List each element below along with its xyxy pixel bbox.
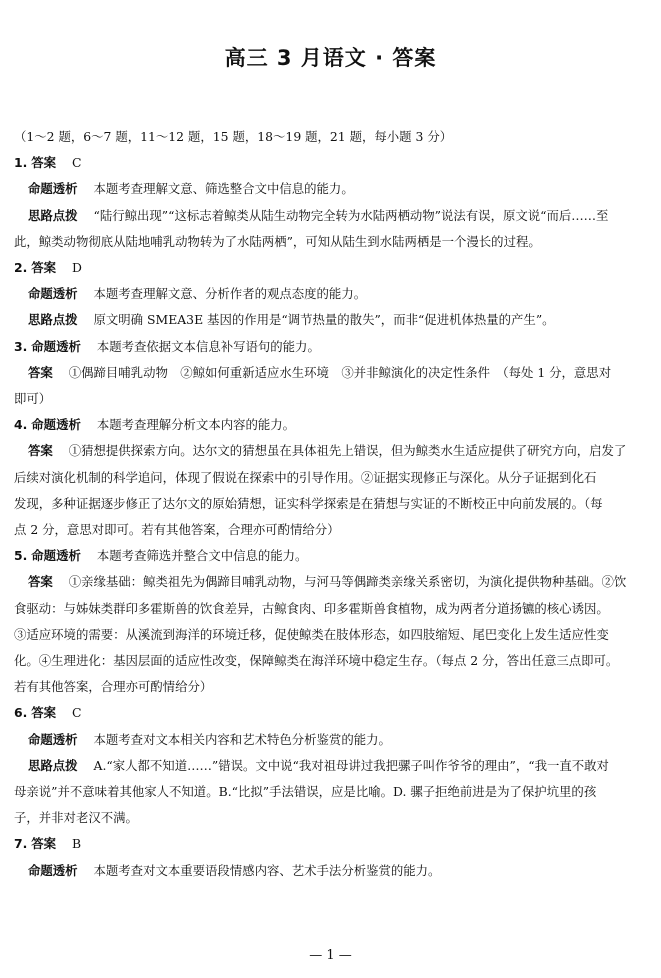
question-1-hint	[14, 203, 648, 229]
question-6-hint-cont: 母亲说”并不意味着其他家人不知道。B.“比拟”手法错误，应是比喻。D. 骡子拒绝前进是为了保护坑里的孩	[14, 784, 597, 800]
analysis-text: 本题考查理解文意、分析作者的观点态度的能力。	[93, 286, 367, 302]
analysis-label: 命题透析	[28, 286, 78, 302]
answer-value: D	[72, 260, 82, 276]
question-5-answer-cont: ③适应环境的需要：从溪流到海洋的环境迁移，促使鲸类在肢体形态，如四肢缩短、尾巴变化上发生适应性变	[14, 626, 609, 642]
answer-label: 答案	[31, 155, 57, 171]
question-3-answer	[14, 360, 648, 386]
hint-text: A.“家人都不知道……”错误。文中说“我对祖母讲过我把骡子叫作爷爷的理由”，“我一直不敢对	[93, 757, 609, 773]
analysis-text: 本题考查筛选并整合文中信息的能力。	[96, 548, 308, 564]
answer-label: 答案	[28, 574, 53, 590]
hint-label: 思路点拨	[28, 207, 78, 223]
analysis-text: 本题考查对文本相关内容和艺术特色分析鉴赏的能力。	[93, 731, 391, 747]
question-number: 1.	[14, 155, 28, 171]
question-number: 5.	[14, 548, 28, 564]
question-7-answer	[14, 831, 648, 857]
question-2-analysis	[14, 281, 648, 307]
question-5-analysis	[14, 543, 648, 569]
analysis-text: 本题考查依据文本信息补写语句的能力。	[96, 338, 320, 354]
question-number: 4.	[14, 417, 28, 433]
question-6-answer	[14, 700, 648, 726]
question-6-analysis	[14, 727, 648, 753]
question-number: 7.	[14, 836, 28, 852]
analysis-text: 本题考查理解分析文本内容的能力。	[96, 417, 296, 433]
answer-content	[14, 124, 648, 884]
page-number: — 1 —	[309, 948, 352, 963]
analysis-label: 命题透析	[31, 338, 81, 354]
question-6-hint	[14, 753, 648, 779]
answer-label: 答案	[28, 443, 53, 459]
question-5-answer-cont: 食驱动：与姊妹类群印多霍斯兽的饮食差异，古鲸食肉、印多霍斯兽食植物，成为两者分道扬镳的核心诱因。	[14, 600, 609, 616]
question-2-answer	[14, 255, 648, 281]
answer-label: 答案	[31, 836, 57, 852]
analysis-label: 命题透析	[31, 417, 81, 433]
question-number: 6.	[14, 705, 28, 721]
question-4-answer-cont: 点 2 分，意思对即可。若有其他答案，合理亦可酌情给分）	[14, 522, 340, 538]
page-title: 高三 3 月语文 · 答案	[224, 46, 437, 70]
hint-text: “陆行鲸出现”“这标志着鲸类从陆生动物完全转为水陆两栖动物”说法有误，原文说“而后……至	[93, 207, 609, 223]
answer-label: 答案	[28, 364, 53, 380]
hint-label: 思路点拨	[28, 312, 78, 328]
question-3-answer-cont: 即可）	[14, 391, 52, 407]
scoring-note: （1～2 题，6～7 题，11～12 题，15 题，18～19 题，21 题，每小题 3 分）	[14, 129, 453, 144]
answer-label: 答案	[31, 260, 57, 276]
analysis-label: 命题透析	[28, 731, 78, 747]
answer-text: ①猜想提供探索方向。达尔文的猜想虽在具体祖先上错误，但为鲸类水生适应提供了研究方向，启发了	[68, 443, 627, 459]
question-number: 2.	[14, 260, 28, 276]
question-1-answer	[14, 150, 648, 176]
analysis-text: 本题考查对文本重要语段情感内容、艺术手法分析鉴赏的能力。	[93, 862, 441, 878]
question-2-hint	[14, 307, 648, 333]
question-7-analysis	[14, 858, 648, 884]
hint-text: 原文明确 SMEA3E 基因的作用是“调节热量的散失”，而非“促进机体热量的产生”。	[93, 312, 555, 328]
question-4-answer-cont: 发现，多种证据逐步修正了达尔文的原始猜想，证实科学探索是在猜想与实证的不断校正中向前发展的。（每	[14, 495, 603, 511]
answer-value: C	[72, 705, 82, 721]
question-4-analysis	[14, 412, 648, 438]
answer-text: ①偶蹄目哺乳动物 ②鲸如何重新适应水生环境 ③并非鲸演化的决定性条件 （每处 1 分，意思对	[68, 364, 612, 380]
hint-label: 思路点拨	[28, 757, 78, 773]
question-6-hint-cont: 子，并非对老汉不满。	[14, 810, 138, 826]
question-5-answer-cont: 若有其他答案，合理亦可酌情给分）	[14, 679, 213, 695]
analysis-label: 命题透析	[31, 548, 81, 564]
question-1-analysis	[14, 176, 648, 202]
question-5-answer	[14, 569, 648, 595]
question-number: 3.	[14, 338, 28, 354]
question-5-answer-cont: 化。④生理进化：基因层面的适应性改变，保障鲸类在海洋环境中稳定生存。（每点 2 分，答出任意三点即可。	[14, 653, 619, 669]
question-3-analysis	[14, 334, 648, 360]
analysis-label: 命题透析	[28, 862, 78, 878]
answer-value: B	[72, 836, 82, 852]
answer-value: C	[72, 155, 82, 171]
analysis-label: 命题透析	[28, 181, 78, 197]
question-4-answer	[14, 438, 648, 464]
answer-text: ①亲缘基础：鲸类祖先为偶蹄目哺乳动物，与河马等偶蹄类亲缘关系密切，为演化提供物种基础。②饮	[68, 574, 627, 590]
answer-label: 答案	[31, 705, 57, 721]
question-4-answer-cont: 后续对演化机制的科学追问，体现了假说在探索中的引导作用。②证据实现修正与深化。从分子证据到化石	[14, 469, 597, 485]
question-1-hint-cont: 此，鲸类动物彻底从陆地哺乳动物转为了水陆两栖”，可知从陆生到水陆两栖是一个漫长的过程。	[14, 233, 541, 249]
analysis-text: 本题考查理解文意、筛选整合文中信息的能力。	[93, 181, 354, 197]
